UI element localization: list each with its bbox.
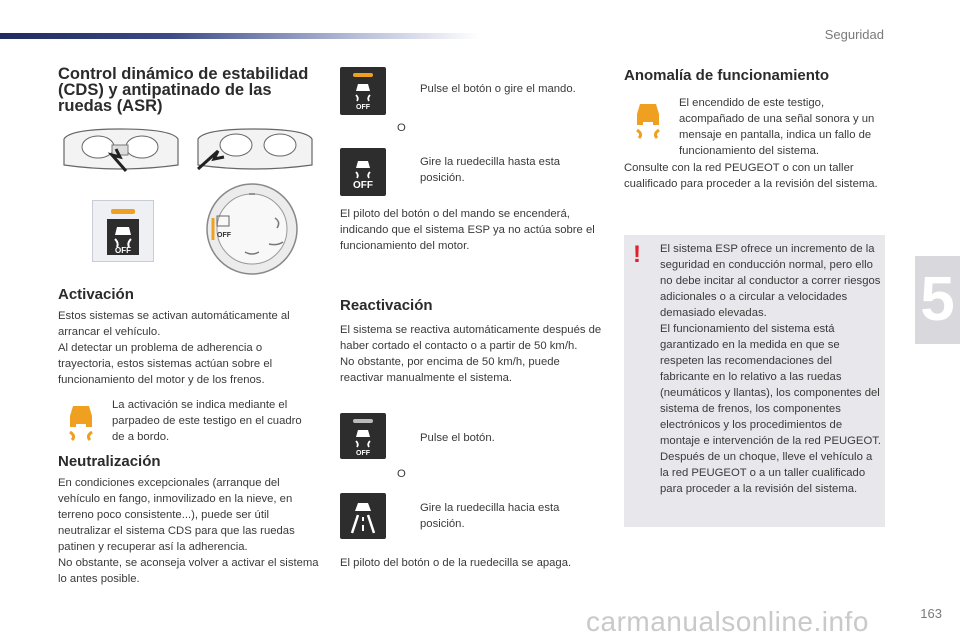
esp-off-dial-icon bbox=[340, 148, 386, 196]
or-separator-2: O bbox=[397, 468, 406, 480]
page-title: Control dinámico de estabilidad (CDS) y antipatinado de las ruedas (ASR) bbox=[58, 65, 309, 115]
esp-off-button-pressed bbox=[340, 67, 386, 115]
dashboard-illustration-left bbox=[60, 125, 182, 175]
watermark: carmanualsonline.info bbox=[586, 606, 869, 637]
malfunction-text: Consulte con la red PEUGEOT o con un taller cualificado para proceder a la revisión del sistema. bbox=[624, 162, 878, 190]
header-bar bbox=[0, 33, 480, 39]
activation-heading: Activación bbox=[58, 286, 134, 303]
neutralization-heading: Neutralización bbox=[58, 453, 161, 470]
traction-knob-illustration bbox=[205, 182, 300, 277]
off-text-2: OFF bbox=[353, 180, 373, 191]
esp-off-button-illustration bbox=[92, 200, 154, 262]
activation-note: La activación se indica mediante el parpadeo de este testigo en el cuadro de a bordo. bbox=[112, 399, 302, 443]
knob-off-text: OFF bbox=[217, 232, 231, 239]
esp-fault-lamp-icon bbox=[631, 100, 665, 140]
result-light-on: El piloto del botón o del mando se encenderá, indicando que el sistema ESP ya no actúa sobre el funcionamiento del motor. bbox=[340, 208, 595, 252]
reactivation-heading: Reactivación bbox=[340, 297, 433, 314]
warning-text: El sistema ESP ofrece un incremento de la seguridad en conducción normal, pero ello no debe incitar al conductor a correr riesgos adicionales o a circular a velocidades demasiado elevadas. El funcionamiento del sistema está garantizado en la medida en que se respeten las recomendaciones del fabricante en lo relativo a las ruedas (neumáticos y llantas), los componentes del sistema de frenos, los componentes electrónicos y los procedimientos de montaje e intervención de la red PEUGEOT. Después de un choque, lleve el vehículo a la red PEUGEOT o a un taller cualificado para proceder a la revisión del sistema. bbox=[660, 243, 882, 495]
reactivation-text: El sistema se reactiva automáticamente después de haber cortado el contacto o a partir de 50 km/h. No obstante, por encima de 50 km/h, puede reactivar manualmente el sistema. bbox=[340, 324, 602, 384]
or-separator-1: O bbox=[397, 122, 406, 134]
off-text: OFF bbox=[115, 246, 131, 255]
esp-button-icon bbox=[340, 413, 386, 459]
traction-road-icon bbox=[340, 493, 386, 539]
malfunction-note: El encendido de este testigo, acompañado de una señal sonora y un mensaje en pantalla, indica un fallo de funcionamiento del sistema. bbox=[679, 97, 875, 157]
neutralization-text: En condiciones excepcionales (arranque del vehículo en fango, inmovilizado en la nieve, en terreno poco consistente...), puede ser útil neutralizar el sistema CDS para que las ruedas patinen y recuperar así la adherencia. No obstante, se aconseja volver a activar el sistema lo antes posible. bbox=[58, 477, 319, 585]
step-turn-dial-back: Gire la ruedecilla hacia esta posición. bbox=[420, 502, 560, 530]
page-number: 163 bbox=[920, 606, 942, 621]
warning-box bbox=[624, 235, 885, 527]
activation-text: Estos sistemas se activan automáticamente al arrancar el vehículo. Al detectar un problema de adherencia o trayectoria, estos sistemas actúan sobre el funcionamiento del motor y de los frenos. bbox=[58, 310, 290, 386]
chapter-tab bbox=[915, 256, 960, 344]
dashboard-illustration-right bbox=[194, 125, 316, 175]
esp-off-dial-position bbox=[340, 148, 386, 196]
traction-dial-position bbox=[340, 493, 386, 539]
esp-off-icon bbox=[340, 67, 386, 115]
warning-exclamation-icon: ! bbox=[633, 241, 641, 268]
section-title: Seguridad bbox=[824, 27, 884, 42]
esp-button-reactivate bbox=[340, 413, 386, 459]
malfunction-heading: Anomalía de funcionamiento bbox=[624, 67, 830, 84]
step-turn-dial: Gire la ruedecilla hasta esta posición. bbox=[420, 156, 561, 184]
step-press-or-turn: Pulse el botón o gire el mando. bbox=[420, 83, 576, 95]
off-text-3: OFF bbox=[356, 450, 370, 457]
result-light-off: El piloto del botón o de la ruedecilla se apaga. bbox=[340, 557, 572, 569]
esp-off-button-icon bbox=[93, 201, 153, 261]
step-press: Pulse el botón. bbox=[420, 432, 495, 444]
esp-warning-lamp-icon bbox=[64, 402, 98, 442]
chapter-number: 5 bbox=[920, 265, 955, 334]
off-text-1: OFF bbox=[356, 104, 370, 111]
